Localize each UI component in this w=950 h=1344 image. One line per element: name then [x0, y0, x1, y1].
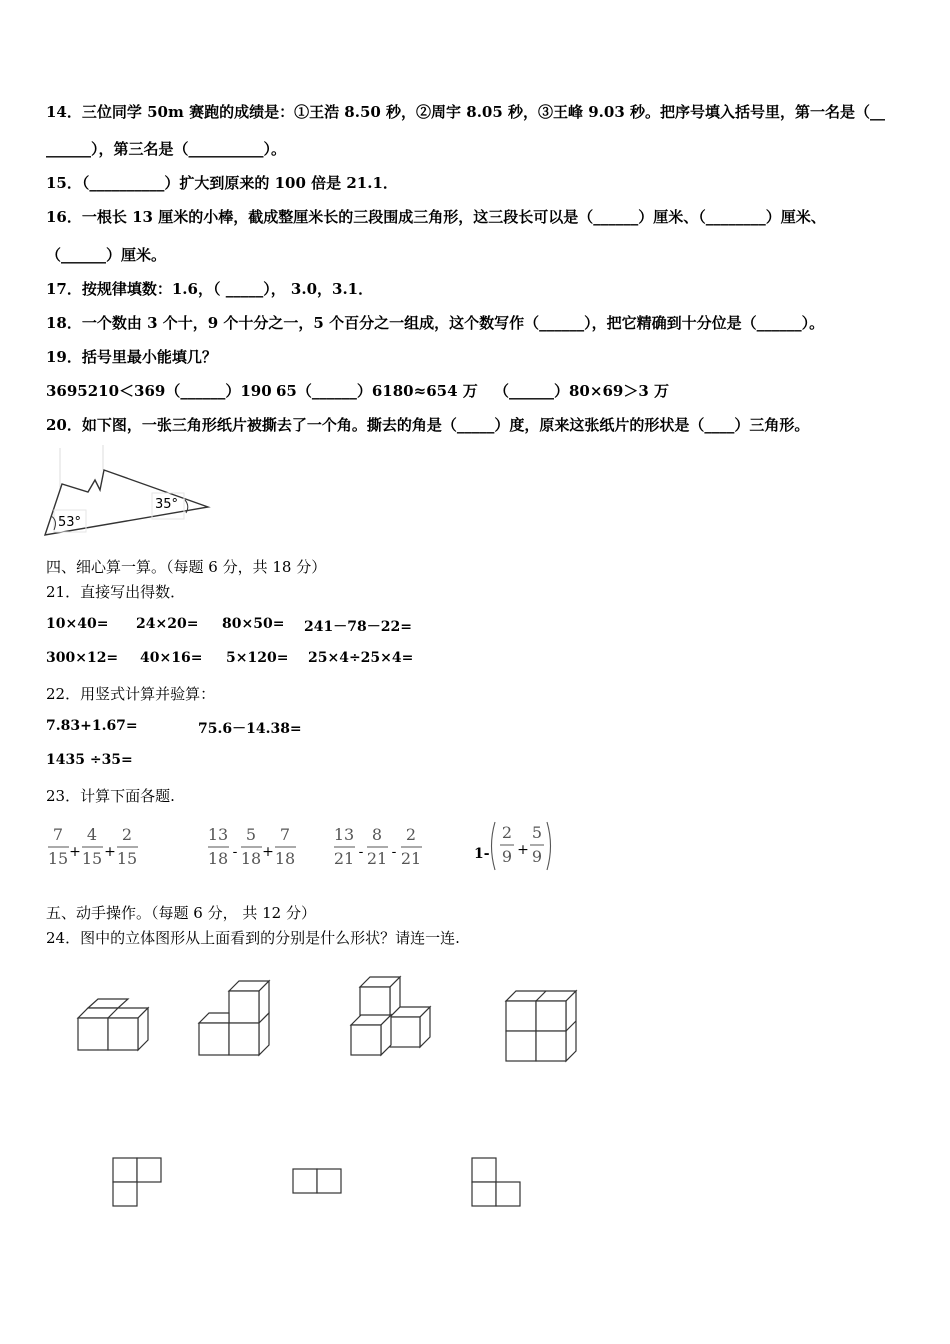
q21-expr: 300×12= [46, 650, 119, 666]
angle-35-label: 35° [155, 497, 179, 512]
q22-expr: 75.6－14.38= [198, 721, 302, 737]
q14-line2: ______），第三名是（__________）。 [46, 140, 287, 158]
numerator: 7 [279, 825, 291, 844]
denominator: 21 [366, 849, 388, 868]
q16-line2: （______）厘米。 [46, 246, 167, 264]
numerator: 4 [86, 825, 98, 844]
top-view-1 [110, 1155, 166, 1209]
q17: 17．按规律填数：1.6，（ _____）， 3.0，3.1． [46, 280, 374, 298]
denominator: 15 [116, 849, 138, 868]
operator: - [358, 844, 364, 860]
denominator: 18 [274, 849, 296, 868]
solid-figure-4 [500, 985, 585, 1065]
numerator: 2 [501, 823, 513, 842]
operator: - [232, 844, 238, 860]
q19-title: 19．括号里最小能填几？ [46, 348, 217, 366]
q21-expr: 10×40= [46, 616, 109, 632]
section-4-heading: 四、细心算一算。（每题 6 分，共 18 分） [46, 558, 327, 576]
operator: + [262, 844, 274, 860]
q22-expr: 7.83+1.67= [46, 718, 138, 734]
q15: 15．（__________）扩大到原来的 100 倍是 21.1． [46, 174, 398, 192]
angle-53-label: 53° [58, 515, 82, 530]
q24-title: 24．图中的立体图形从上面看到的分别是什么形状？请连一连. [46, 929, 460, 947]
q23-expression-3 [330, 820, 430, 872]
q23-expression-2 [204, 820, 304, 872]
operator: + [517, 842, 529, 858]
numerator: 2 [121, 825, 133, 844]
q21-expr: 5×120= [226, 650, 289, 666]
denominator: 15 [47, 849, 69, 868]
numerator: 5 [531, 823, 543, 842]
section-5-heading: 五、动手操作。（每题 6 分， 共 12 分） [46, 904, 316, 922]
denominator: 21 [400, 849, 422, 868]
denominator: 9 [501, 847, 513, 866]
numerator: 8 [371, 825, 383, 844]
solid-figure-2 [190, 975, 280, 1060]
q21-expr: 40×16= [140, 650, 203, 666]
q23-title: 23．计算下面各题. [46, 787, 175, 805]
operator: + [104, 844, 116, 860]
solid-figure-1 [70, 990, 160, 1060]
numerator: 2 [405, 825, 417, 844]
denominator: 18 [207, 849, 229, 868]
denominator: 18 [240, 849, 262, 868]
top-view-3 [469, 1155, 525, 1209]
q16-line1: 16．一根长 13 厘米的小棒，截成整厘米长的三段围成三角形，这三段长可以是（______）厘米、（________）厘米、 [46, 208, 826, 226]
q21-expr: 80×50= [222, 616, 285, 632]
torn-triangle-figure [40, 440, 220, 540]
numerator: 13 [333, 825, 355, 844]
q21-title: 21．直接写出得数． [46, 583, 186, 601]
q19-item: 3695210＜369（______）190 [46, 382, 272, 400]
numerator: 5 [245, 825, 257, 844]
q22-expr: 1435 ÷35= [46, 752, 133, 768]
denominator: 9 [531, 847, 543, 866]
denominator: 21 [333, 849, 355, 868]
denominator: 15 [81, 849, 103, 868]
q21-expr: 24×20= [136, 616, 199, 632]
q20-text: 20．如下图，一张三角形纸片被撕去了一个角。撕去的角是（_____）度，原来这张纸片的形状是（____）三角形。 [46, 416, 810, 434]
q23-expression-4 [472, 816, 562, 872]
q22-title: 22．用竖式计算并验算： [46, 685, 216, 703]
q19-item: （______）80×69＞3 万 [494, 382, 669, 400]
prefix: 1- [474, 846, 490, 862]
numerator: 13 [207, 825, 229, 844]
q18: 18．一个数由 3 个十，9 个十分之一，5 个百分之一组成，这个数写作（______），把它精确到十分位是（______）。 [46, 314, 825, 332]
solid-figure-3 [343, 970, 438, 1060]
numerator: 7 [52, 825, 64, 844]
operator: - [391, 844, 397, 860]
operator: + [69, 844, 81, 860]
q23-expression-1 [44, 820, 144, 872]
q19-item: 65（______）6180≈654 万 [276, 382, 478, 400]
q21-expr: 25×4÷25×4= [308, 650, 414, 666]
q14-line1: 14．三位同学 50m 赛跑的成绩是：①王浩 8.50 秒，②周宇 8.05 秒，③王峰 9.03 秒。把序号填入括号里，第一名是（__ [46, 103, 886, 121]
q21-expr: 241－78－22= [304, 619, 412, 635]
top-view-2 [290, 1166, 346, 1196]
